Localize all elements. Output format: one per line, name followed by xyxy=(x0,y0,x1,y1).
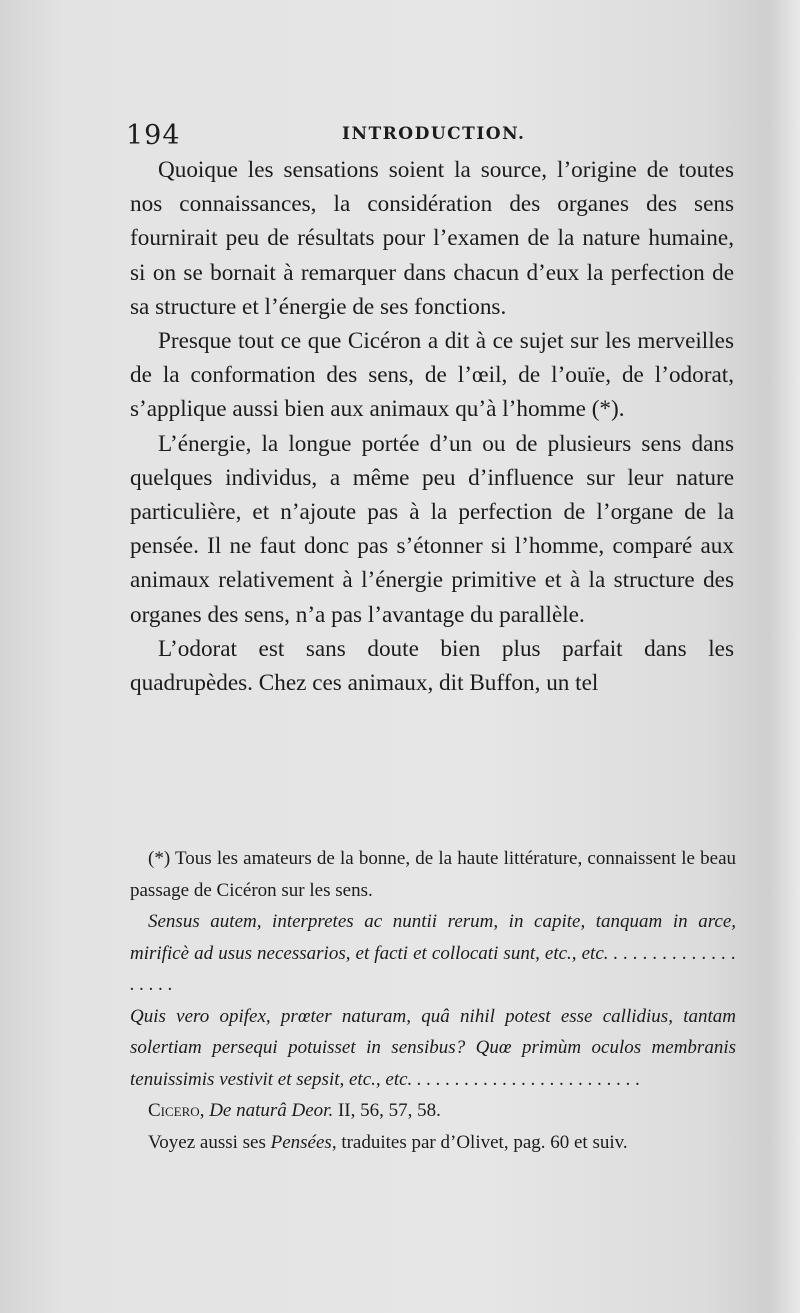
running-head: INTRODUCTION. xyxy=(342,124,526,144)
footnote-quote-2: Quis vero opifex, prœter naturam, quâ nihil potest esse callidius, tantam solertiam persequi potuisset in sensibus? Quœ primùm oculos membranis tenuissimis vestivit et sepsit, etc., etc. . . . . . . . . . . . . . . . . . . . . . . . . xyxy=(130,1005,736,1090)
footnote-intro: (*) Tous les amateurs de la bonne, de la haute littérature, connaissent le beau passage de Cicéron sur les sens. xyxy=(130,848,736,901)
paragraph-3: L’énergie, la longue portée d’un ou de plusieurs sens dans quelques individus, a même peu d’influence sur leur nature particulière, et n’ajoute pas à la perfection de l’organe de la pensée. Il ne faut donc pas s’étonner si l’homme, comparé aux animaux relativement à l’énergie primitive et à la structure des organes des sens, n’a pas l’avantage du parallèle. xyxy=(130,430,734,628)
footnote-block xyxy=(130,843,736,1158)
citation-author: Cicero xyxy=(148,1100,200,1121)
citation-reference: II, 56, 57, 58. xyxy=(337,1100,441,1121)
footnote-citation: Cicero, De naturâ Deor. II, 56, 57, 58. xyxy=(148,1100,441,1121)
paragraph-2: Presque tout ce que Cicéron a dit à ce sujet sur les merveilles de la conformation des sens, de l’œil, de l’ouïe, de l’odorat, s’applique aussi bien aux animaux qu’à l’homme (*). xyxy=(130,328,734,423)
paragraph-1: Quoique les sensations soient la source, l’origine de toutes nos connaissances, la considération des organes des sens fournirait peu de résultats pour l’examen de la nature humaine, si on se bornait à remarquer dans chacun d’eux la perfection de sa structure et l’énergie de ses fonctions. xyxy=(130,157,734,320)
see-also-prefix: Voyez aussi ses xyxy=(148,1131,266,1153)
see-also-work: Pensées xyxy=(270,1131,332,1153)
citation-work: De naturâ Deor. xyxy=(209,1100,334,1121)
paragraph-4: L’odorat est sans doute bien plus parfait dans les quadrupèdes. Chez ces animaux, dit Buffon, un tel xyxy=(130,635,734,697)
page-number: 194 xyxy=(126,120,181,151)
footnote-see-also xyxy=(130,1127,736,1159)
see-also-rest: , traduites par d’Olivet, pag. 60 et suiv. xyxy=(331,1131,628,1153)
page-header xyxy=(120,118,740,152)
footnote-quote-1: Sensus autem, interpretes ac nuntii rerum, in capite, tanquam in arce, mirificè ad usus necessarios, et facti et collocati sunt, etc., etc. . . . . . . . . . . . . . . . . . . xyxy=(130,911,736,995)
main-text xyxy=(130,153,734,700)
